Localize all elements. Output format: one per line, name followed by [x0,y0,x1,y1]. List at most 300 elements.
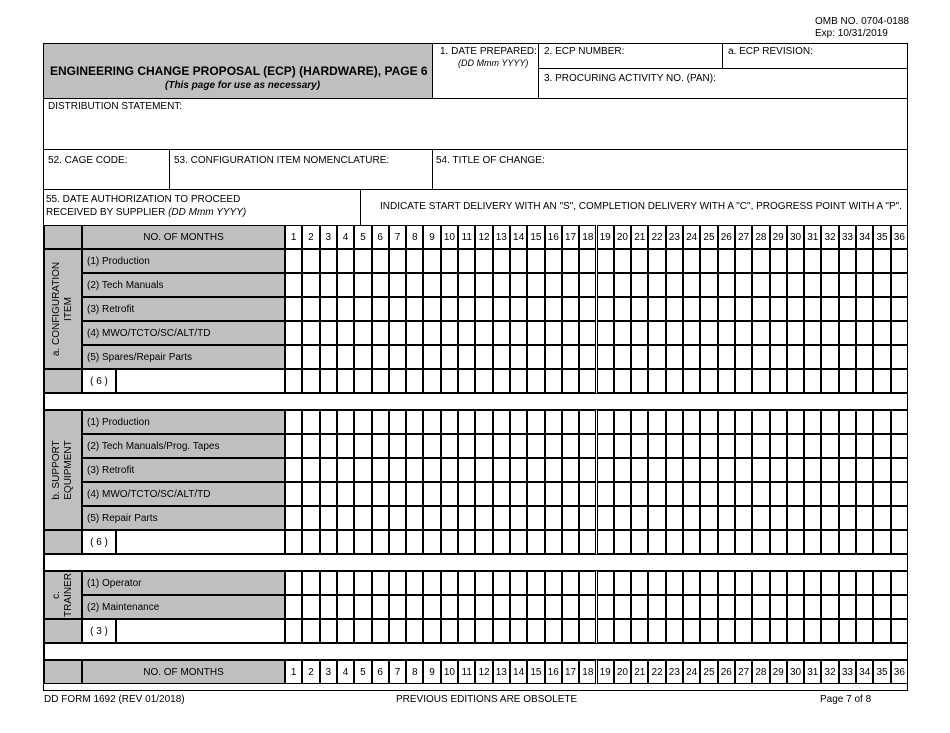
schedule-cell[interactable] [614,506,631,530]
schedule-cell[interactable] [302,619,319,643]
schedule-cell[interactable] [873,506,890,530]
schedule-cell[interactable] [545,345,562,369]
schedule-cell[interactable] [475,506,492,530]
schedule-cell[interactable] [285,571,302,595]
schedule-cell[interactable] [752,249,769,273]
schedule-cell[interactable] [666,619,683,643]
schedule-cell[interactable] [700,321,717,345]
schedule-cell[interactable] [579,297,596,321]
schedule-cell[interactable] [372,506,389,530]
schedule-cell[interactable] [493,595,510,619]
schedule-cell[interactable] [406,273,423,297]
schedule-cell[interactable] [597,345,614,369]
schedule-cell[interactable] [579,273,596,297]
schedule-cell[interactable] [648,273,665,297]
schedule-cell[interactable] [700,482,717,506]
schedule-cell[interactable] [562,345,579,369]
schedule-cell[interactable] [718,458,735,482]
schedule-cell[interactable] [302,249,319,273]
schedule-cell[interactable] [354,506,371,530]
schedule-cell[interactable] [597,369,614,393]
schedule-cell[interactable] [735,619,752,643]
schedule-cell[interactable] [337,571,354,595]
schedule-cell[interactable] [770,458,787,482]
schedule-cell[interactable] [406,619,423,643]
schedule-cell[interactable] [372,458,389,482]
schedule-cell[interactable] [891,321,908,345]
schedule-cell[interactable] [787,273,804,297]
schedule-cell[interactable] [337,249,354,273]
schedule-cell[interactable] [597,410,614,434]
schedule-cell[interactable] [631,506,648,530]
schedule-cell[interactable] [423,530,440,554]
schedule-cell[interactable] [631,482,648,506]
schedule-cell[interactable] [839,410,856,434]
schedule-cell[interactable] [770,571,787,595]
schedule-cell[interactable] [579,595,596,619]
schedule-cell[interactable] [562,434,579,458]
schedule-cell[interactable] [302,345,319,369]
schedule-cell[interactable] [839,619,856,643]
schedule-cell[interactable] [666,571,683,595]
schedule-cell[interactable] [856,273,873,297]
schedule-cell[interactable] [562,410,579,434]
schedule-cell[interactable] [285,434,302,458]
schedule-cell[interactable] [631,410,648,434]
schedule-cell[interactable] [873,297,890,321]
schedule-cell[interactable] [666,249,683,273]
schedule-cell[interactable] [562,458,579,482]
schedule-cell[interactable] [320,345,337,369]
schedule-cell[interactable] [372,321,389,345]
schedule-cell[interactable] [891,410,908,434]
schedule-cell[interactable] [631,530,648,554]
schedule-cell[interactable] [700,619,717,643]
schedule-cell[interactable] [735,571,752,595]
distribution-field[interactable] [44,113,908,149]
schedule-cell[interactable] [545,297,562,321]
schedule-cell[interactable] [320,530,337,554]
schedule-cell[interactable] [510,434,527,458]
schedule-cell[interactable] [821,595,838,619]
schedule-cell[interactable] [614,249,631,273]
schedule-cell[interactable] [873,530,890,554]
schedule-cell[interactable] [718,434,735,458]
schedule-cell[interactable] [666,273,683,297]
schedule-cell[interactable] [614,273,631,297]
schedule-cell[interactable] [856,530,873,554]
schedule-cell[interactable] [821,506,838,530]
schedule-cell[interactable] [337,458,354,482]
extra-row-label-field[interactable] [116,369,285,393]
schedule-cell[interactable] [752,297,769,321]
schedule-cell[interactable] [441,619,458,643]
schedule-cell[interactable] [302,321,319,345]
schedule-cell[interactable] [873,410,890,434]
schedule-cell[interactable] [320,458,337,482]
schedule-cell[interactable] [545,434,562,458]
schedule-cell[interactable] [285,458,302,482]
schedule-cell[interactable] [354,458,371,482]
schedule-cell[interactable] [700,297,717,321]
schedule-cell[interactable] [718,482,735,506]
schedule-cell[interactable] [787,458,804,482]
schedule-cell[interactable] [354,249,371,273]
schedule-cell[interactable] [337,321,354,345]
schedule-cell[interactable] [579,434,596,458]
schedule-cell[interactable] [527,458,544,482]
schedule-cell[interactable] [839,482,856,506]
schedule-cell[interactable] [752,458,769,482]
schedule-cell[interactable] [752,369,769,393]
schedule-cell[interactable] [354,297,371,321]
schedule-cell[interactable] [389,530,406,554]
schedule-cell[interactable] [891,619,908,643]
schedule-cell[interactable] [562,369,579,393]
schedule-cell[interactable] [821,369,838,393]
schedule-cell[interactable] [302,410,319,434]
schedule-cell[interactable] [493,506,510,530]
schedule-cell[interactable] [406,410,423,434]
schedule-cell[interactable] [839,458,856,482]
schedule-cell[interactable] [683,530,700,554]
schedule-cell[interactable] [770,530,787,554]
schedule-cell[interactable] [337,410,354,434]
schedule-cell[interactable] [770,410,787,434]
schedule-cell[interactable] [683,595,700,619]
schedule-cell[interactable] [337,297,354,321]
schedule-cell[interactable] [787,410,804,434]
schedule-cell[interactable] [839,369,856,393]
schedule-cell[interactable] [821,434,838,458]
schedule-cell[interactable] [597,297,614,321]
schedule-cell[interactable] [700,458,717,482]
schedule-cell[interactable] [337,273,354,297]
schedule-cell[interactable] [839,273,856,297]
schedule-cell[interactable] [320,410,337,434]
schedule-cell[interactable] [579,458,596,482]
schedule-cell[interactable] [527,434,544,458]
schedule-cell[interactable] [475,619,492,643]
schedule-cell[interactable] [579,571,596,595]
schedule-cell[interactable] [700,345,717,369]
schedule-cell[interactable] [770,369,787,393]
schedule-cell[interactable] [752,345,769,369]
schedule-cell[interactable] [804,619,821,643]
schedule-cell[interactable] [458,369,475,393]
schedule-cell[interactable] [320,369,337,393]
schedule-cell[interactable] [891,273,908,297]
schedule-cell[interactable] [787,619,804,643]
schedule-cell[interactable] [406,595,423,619]
schedule-cell[interactable] [458,619,475,643]
schedule-cell[interactable] [545,458,562,482]
schedule-cell[interactable] [441,434,458,458]
schedule-cell[interactable] [441,369,458,393]
schedule-cell[interactable] [614,571,631,595]
schedule-cell[interactable] [683,410,700,434]
schedule-cell[interactable] [475,249,492,273]
schedule-cell[interactable] [527,321,544,345]
schedule-cell[interactable] [597,458,614,482]
schedule-cell[interactable] [683,249,700,273]
schedule-cell[interactable] [839,530,856,554]
schedule-cell[interactable] [372,595,389,619]
schedule-cell[interactable] [891,434,908,458]
schedule-cell[interactable] [285,482,302,506]
schedule-cell[interactable] [423,506,440,530]
schedule-cell[interactable] [458,297,475,321]
schedule-cell[interactable] [839,321,856,345]
extra-row-label-field[interactable] [116,530,285,554]
schedule-cell[interactable] [735,434,752,458]
schedule-cell[interactable] [631,595,648,619]
schedule-cell[interactable] [718,345,735,369]
schedule-cell[interactable] [527,410,544,434]
schedule-cell[interactable] [666,595,683,619]
schedule-cell[interactable] [406,369,423,393]
schedule-cell[interactable] [423,273,440,297]
schedule-cell[interactable] [856,369,873,393]
schedule-cell[interactable] [493,249,510,273]
schedule-cell[interactable] [891,369,908,393]
schedule-cell[interactable] [406,345,423,369]
schedule-cell[interactable] [631,434,648,458]
schedule-cell[interactable] [597,273,614,297]
schedule-cell[interactable] [302,369,319,393]
schedule-cell[interactable] [735,530,752,554]
schedule-cell[interactable] [891,249,908,273]
schedule-cell[interactable] [475,571,492,595]
schedule-cell[interactable] [648,434,665,458]
schedule-cell[interactable] [493,345,510,369]
schedule-cell[interactable] [562,482,579,506]
schedule-cell[interactable] [510,571,527,595]
schedule-cell[interactable] [354,410,371,434]
schedule-cell[interactable] [389,249,406,273]
schedule-cell[interactable] [891,506,908,530]
schedule-cell[interactable] [320,297,337,321]
schedule-cell[interactable] [752,482,769,506]
schedule-cell[interactable] [752,434,769,458]
schedule-cell[interactable] [579,345,596,369]
schedule-cell[interactable] [441,530,458,554]
schedule-cell[interactable] [406,321,423,345]
schedule-cell[interactable] [770,321,787,345]
schedule-cell[interactable] [683,297,700,321]
schedule-cell[interactable] [873,369,890,393]
schedule-cell[interactable] [510,595,527,619]
schedule-cell[interactable] [579,369,596,393]
schedule-cell[interactable] [562,321,579,345]
schedule-cell[interactable] [856,297,873,321]
schedule-cell[interactable] [320,434,337,458]
schedule-cell[interactable] [683,321,700,345]
schedule-cell[interactable] [579,482,596,506]
schedule-cell[interactable] [856,458,873,482]
schedule-cell[interactable] [666,369,683,393]
schedule-cell[interactable] [614,595,631,619]
schedule-cell[interactable] [337,434,354,458]
schedule-cell[interactable] [372,619,389,643]
schedule-cell[interactable] [683,345,700,369]
schedule-cell[interactable] [597,321,614,345]
schedule-cell[interactable] [804,249,821,273]
schedule-cell[interactable] [873,458,890,482]
schedule-cell[interactable] [718,273,735,297]
schedule-cell[interactable] [631,321,648,345]
schedule-cell[interactable] [787,369,804,393]
schedule-cell[interactable] [493,297,510,321]
schedule-cell[interactable] [804,458,821,482]
schedule-cell[interactable] [770,506,787,530]
schedule-cell[interactable] [354,369,371,393]
schedule-cell[interactable] [302,530,319,554]
schedule-cell[interactable] [700,249,717,273]
schedule-cell[interactable] [510,249,527,273]
schedule-cell[interactable] [804,273,821,297]
schedule-cell[interactable] [683,506,700,530]
schedule-cell[interactable] [527,297,544,321]
schedule-cell[interactable] [787,482,804,506]
schedule-cell[interactable] [821,410,838,434]
schedule-cell[interactable] [683,458,700,482]
schedule-cell[interactable] [700,369,717,393]
schedule-cell[interactable] [354,482,371,506]
schedule-cell[interactable] [735,297,752,321]
schedule-cell[interactable] [787,571,804,595]
schedule-cell[interactable] [372,410,389,434]
schedule-cell[interactable] [285,506,302,530]
schedule-cell[interactable] [527,571,544,595]
schedule-cell[interactable] [804,506,821,530]
schedule-cell[interactable] [441,506,458,530]
schedule-cell[interactable] [666,434,683,458]
schedule-cell[interactable] [320,273,337,297]
schedule-cell[interactable] [787,530,804,554]
schedule-cell[interactable] [873,434,890,458]
schedule-cell[interactable] [354,345,371,369]
schedule-cell[interactable] [821,458,838,482]
schedule-cell[interactable] [475,434,492,458]
schedule-cell[interactable] [423,482,440,506]
schedule-cell[interactable] [441,482,458,506]
schedule-cell[interactable] [597,595,614,619]
schedule-cell[interactable] [389,345,406,369]
schedule-cell[interactable] [648,482,665,506]
schedule-cell[interactable] [389,434,406,458]
schedule-cell[interactable] [389,619,406,643]
schedule-cell[interactable] [441,410,458,434]
schedule-cell[interactable] [631,619,648,643]
schedule-cell[interactable] [320,595,337,619]
schedule-cell[interactable] [770,434,787,458]
schedule-cell[interactable] [891,482,908,506]
schedule-cell[interactable] [458,410,475,434]
schedule-cell[interactable] [891,571,908,595]
schedule-cell[interactable] [475,345,492,369]
schedule-cell[interactable] [510,297,527,321]
schedule-cell[interactable] [804,595,821,619]
schedule-cell[interactable] [700,434,717,458]
schedule-cell[interactable] [302,458,319,482]
schedule-cell[interactable] [527,345,544,369]
schedule-cell[interactable] [891,297,908,321]
schedule-cell[interactable] [320,571,337,595]
schedule-cell[interactable] [718,595,735,619]
schedule-cell[interactable] [562,297,579,321]
schedule-cell[interactable] [493,530,510,554]
schedule-cell[interactable] [683,482,700,506]
schedule-cell[interactable] [631,297,648,321]
schedule-cell[interactable] [856,595,873,619]
schedule-cell[interactable] [631,571,648,595]
schedule-cell[interactable] [285,345,302,369]
schedule-cell[interactable] [493,369,510,393]
schedule-cell[interactable] [527,369,544,393]
schedule-cell[interactable] [475,273,492,297]
schedule-cell[interactable] [839,345,856,369]
schedule-cell[interactable] [458,530,475,554]
schedule-cell[interactable] [320,249,337,273]
schedule-cell[interactable] [458,571,475,595]
schedule-cell[interactable] [666,345,683,369]
schedule-cell[interactable] [406,530,423,554]
schedule-cell[interactable] [389,273,406,297]
schedule-cell[interactable] [527,619,544,643]
schedule-cell[interactable] [320,619,337,643]
schedule-cell[interactable] [579,249,596,273]
schedule-cell[interactable] [510,530,527,554]
schedule-cell[interactable] [458,595,475,619]
schedule-cell[interactable] [891,530,908,554]
schedule-cell[interactable] [666,506,683,530]
schedule-cell[interactable] [891,345,908,369]
schedule-cell[interactable] [458,458,475,482]
schedule-cell[interactable] [285,410,302,434]
schedule-cell[interactable] [493,410,510,434]
schedule-cell[interactable] [441,345,458,369]
schedule-cell[interactable] [510,273,527,297]
schedule-cell[interactable] [372,345,389,369]
schedule-cell[interactable] [354,595,371,619]
schedule-cell[interactable] [597,482,614,506]
schedule-cell[interactable] [614,434,631,458]
schedule-cell[interactable] [752,506,769,530]
schedule-cell[interactable] [389,595,406,619]
schedule-cell[interactable] [423,249,440,273]
schedule-cell[interactable] [821,321,838,345]
schedule-cell[interactable] [423,434,440,458]
schedule-cell[interactable] [597,249,614,273]
schedule-cell[interactable] [631,273,648,297]
schedule-cell[interactable] [527,595,544,619]
schedule-cell[interactable] [839,297,856,321]
schedule-cell[interactable] [493,273,510,297]
schedule-cell[interactable] [372,273,389,297]
schedule-cell[interactable] [441,249,458,273]
schedule-cell[interactable] [821,482,838,506]
schedule-cell[interactable] [406,482,423,506]
schedule-cell[interactable] [527,273,544,297]
schedule-cell[interactable] [718,571,735,595]
schedule-cell[interactable] [735,249,752,273]
schedule-cell[interactable] [770,297,787,321]
schedule-cell[interactable] [631,458,648,482]
schedule-cell[interactable] [423,571,440,595]
schedule-cell[interactable] [821,530,838,554]
schedule-cell[interactable] [839,571,856,595]
